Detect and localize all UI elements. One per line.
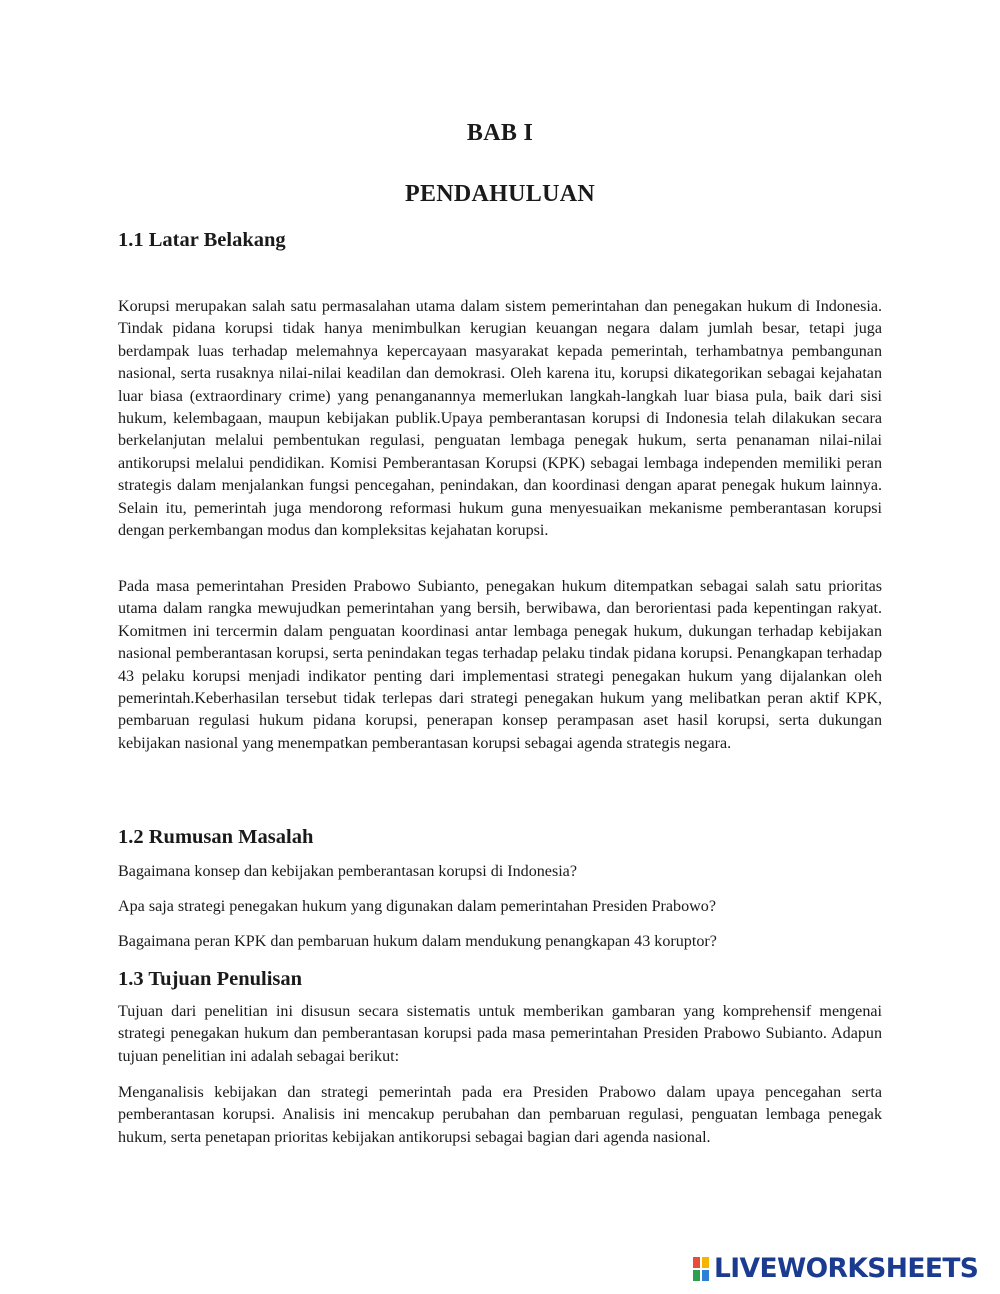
- paragraph-latar-belakang-1: Korupsi merupakan salah satu permasalahan utama dalam sistem pemerintahan dan penegakan hukum di Indonesia. Tindak pidana korupsi tidak hanya menimbulkan kerugian keuangan negara dalam jumlah besar, tetapi juga berdampak luas terhadap melemahnya kepercayaan masyarakat kepada pemerintah, terhambatnya pembangunan nasional, serta rusaknya nilai-nilai keadilan dan demokrasi. Oleh karena itu, korupsi dikategorikan sebagai kejahatan luar biasa (extraordinary crime) yang penanganannya memerlukan langkah-langkah luar biasa pula, baik dari sisi hukum, kelembagaan, maupun kebijakan publik.Upaya pemberantasan korupsi di Indonesia telah dilakukan secara berkelanjutan melalui pembentukan regulasi, penguatan lembaga penegak hukum, serta penanaman nilai-nilai antikorupsi melalui pendidikan. Komisi Pemberantasan Korupsi (KPK) sebagai lembaga independen memiliki peran strategis dalam menjalankan fungsi pencegahan, penindakan, dan koordinasi dengan aparat penegak hukum lainnya. Selain itu, pemerintah juga mendorong reformasi hukum guna menyesuaikan mekanisme pemberantasan korupsi dengan perkembangan modus dan kompleksitas kejahatan korupsi.: [118, 298, 882, 540]
- question-item: Bagaimana peran KPK dan pembaruan hukum dalam mendukung penangkapan 43 koruptor?: [118, 933, 717, 950]
- paragraph-latar-belakang-2: Pada masa pemerintahan Presiden Prabowo Subianto, penegakan hukum ditempatkan sebagai salah satu prioritas utama dalam rangka mewujudkan pemerintahan yang bersih, berwibawa, dan berorientasi pada kepentingan rakyat. Komitmen ini tercermin dalam penguatan koordinasi antar lembaga penegak hukum, dukungan terhadap kebijakan nasional pemberantasan korupsi, serta penindakan tegas terhadap pelaku tindak pidana korupsi. Penangkapan terhadap 43 pelaku korupsi menjadi indikator penting dari implementasi strategi penegakan hukum yang dijalankan oleh pemerintah.Keberhasilan tersebut tidak terlepas dari strategi penegakan hukum yang melibatkan peran aktif KPK, pembaruan regulasi hukum pidana korupsi, penerapan konsep perampasan aset hasil korupsi, serta dukungan kebijakan nasional yang menempatkan pemberantasan korupsi sebagai agenda strategis negara.: [118, 578, 882, 752]
- logo-block-red: [693, 1257, 700, 1268]
- liveworksheets-logo-icon: [692, 1256, 710, 1282]
- section-heading-latar-belakang: 1.1 Latar Belakang: [118, 229, 286, 251]
- chapter-number: BAB I: [466, 120, 534, 146]
- logo-block-green: [693, 1270, 700, 1281]
- chapter-title: PENDAHULUAN: [405, 181, 595, 207]
- section-heading-rumusan-masalah: 1.2 Rumusan Masalah: [118, 826, 314, 848]
- paragraph-tujuan-1: Tujuan dari penelitian ini disusun secara sistematis untuk memberikan gambaran yang komprehensif mengenai strategi penegakan hukum dan pemberantasan korupsi pada masa pemerintahan Presiden Prabowo Subianto. Adapun tujuan penelitian ini adalah sebagai berikut:: [118, 1003, 882, 1065]
- question-item: Bagaimana konsep dan kebijakan pemberantasan korupsi di Indonesia?: [118, 863, 577, 880]
- section-heading-tujuan-penulisan: 1.3 Tujuan Penulisan: [118, 968, 303, 990]
- paragraph-tujuan-2: Menganalisis kebijakan dan strategi pemerintah pada era Presiden Prabowo dalam upaya pencegahan serta pemberantasan korupsi. Analisis ini mencakup perubahan dan pembaruan regulasi, penguatan lembaga penegak hukum, serta penetapan prioritas kebijakan antikorupsi sebagai bagian dari agenda nasional.: [118, 1084, 882, 1146]
- logo-block-yellow: [702, 1257, 709, 1268]
- question-item: Apa saja strategi penegakan hukum yang digunakan dalam pemerintahan Presiden Prabowo?: [118, 898, 716, 915]
- watermark-text: LIVEWORKSHEETS: [714, 1253, 979, 1284]
- document-page: [118, 0, 882, 1294]
- logo-block-blue: [702, 1270, 709, 1281]
- liveworksheets-watermark: [692, 1254, 978, 1284]
